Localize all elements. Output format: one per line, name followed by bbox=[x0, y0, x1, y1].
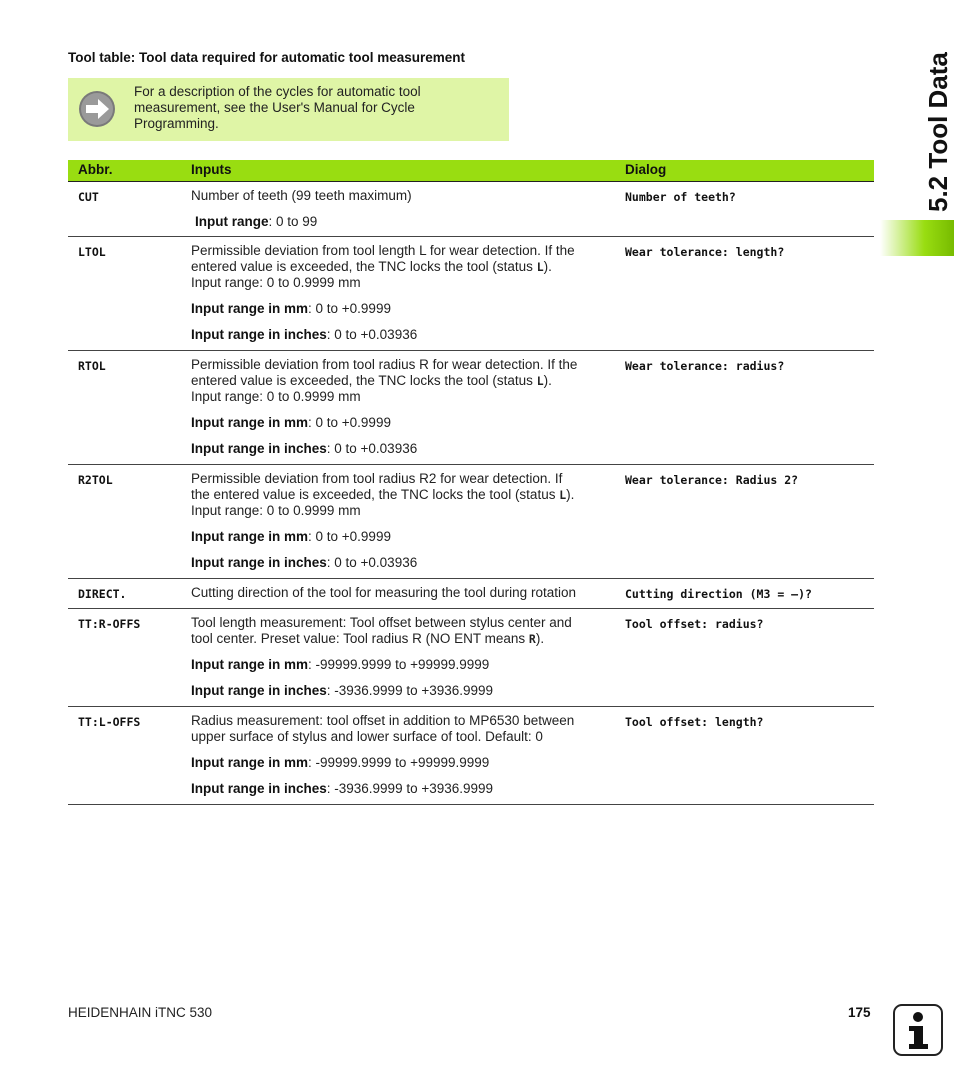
section-tab-marker bbox=[880, 220, 954, 256]
row-inputs: Permissible deviation from tool length L for wear detection. If the entered value is exceeded, the TNC locks the tool (status L). Input range: 0 to 0.9999 mm Input range in mm: 0 to +0.9999 Input range in inches: 0 to +0.03936 bbox=[191, 243, 575, 342]
note-box bbox=[68, 78, 509, 141]
table-row bbox=[68, 182, 874, 237]
row-dialog: Number of teeth? bbox=[625, 190, 736, 204]
row-inputs: Radius measurement: tool offset in addition to MP6530 between upper surface of stylus and lower surface of tool. Default: 0 Input range in mm: -99999.9999 to +99999.9999 Input range in inches: -3936.9999 to +3936.9999 bbox=[191, 713, 575, 796]
tool-data-table bbox=[68, 160, 874, 805]
row-abbr: LTOL bbox=[78, 245, 106, 259]
table-row bbox=[68, 579, 874, 609]
row-dialog: Cutting direction (M3 = –)? bbox=[625, 587, 812, 601]
row-abbr: CUT bbox=[78, 190, 99, 204]
table-header bbox=[68, 160, 874, 182]
header-inputs: Inputs bbox=[191, 162, 232, 177]
footer-product: HEIDENHAIN iTNC 530 bbox=[68, 1005, 213, 1020]
row-abbr: DIRECT. bbox=[78, 587, 127, 601]
row-inputs: Permissible deviation from tool radius R2 for wear detection. If the entered value is exceeded, the TNC locks the tool (status L). Input range: 0 to 0.9999 mm Input range in mm: 0 to +0.9999 Input range in inches: 0 to +0.03936 bbox=[191, 471, 575, 570]
row-dialog: Tool offset: length? bbox=[625, 715, 764, 729]
row-inputs: Cutting direction of the tool for measuring the tool during rotation bbox=[191, 585, 576, 600]
table-row bbox=[68, 707, 874, 805]
table-row bbox=[68, 465, 874, 579]
section-title-vertical: 5.2 Tool Data bbox=[923, 52, 953, 212]
row-inputs: Number of teeth (99 teeth maximum) Input range: 0 to 99 bbox=[191, 188, 412, 229]
row-dialog: Wear tolerance: length? bbox=[625, 245, 785, 259]
page-number: 175 bbox=[848, 1005, 871, 1020]
row-dialog: Tool offset: radius? bbox=[625, 617, 764, 631]
table-row bbox=[68, 237, 874, 351]
row-inputs: Tool length measurement: Tool offset between stylus center and tool center. Preset value: Tool radius R (NO ENT means R). Input range in mm: -99999.9999 to +99999.9999 Input range in inches: -3936.9999 to +3936.9999 bbox=[191, 615, 572, 698]
row-abbr: RTOL bbox=[78, 359, 106, 373]
row-abbr: R2TOL bbox=[78, 473, 113, 487]
row-dialog: Wear tolerance: Radius 2? bbox=[625, 473, 799, 487]
header-dialog: Dialog bbox=[625, 162, 667, 177]
info-icon bbox=[893, 1004, 943, 1056]
page-heading: Tool table: Tool data required for automatic tool measurement bbox=[68, 50, 466, 65]
arrow-right-icon bbox=[78, 90, 116, 128]
row-abbr: TT:L-OFFS bbox=[78, 715, 141, 729]
row-inputs: Permissible deviation from tool radius R for wear detection. If the entered value is exceeded, the TNC locks the tool (status L). Input range: 0 to 0.9999 mm Input range in mm: 0 to +0.9999 Input range in inches: 0 to +0.03936 bbox=[191, 357, 578, 456]
table-row bbox=[68, 351, 874, 465]
table-row bbox=[68, 609, 874, 707]
header-abbr: Abbr. bbox=[78, 162, 113, 177]
row-abbr: TT:R-OFFS bbox=[78, 617, 141, 631]
note-text: For a description of the cycles for automatic tool measurement, see the User's Manual for Cycle Programming. bbox=[134, 84, 421, 131]
row-dialog: Wear tolerance: radius? bbox=[625, 359, 785, 373]
